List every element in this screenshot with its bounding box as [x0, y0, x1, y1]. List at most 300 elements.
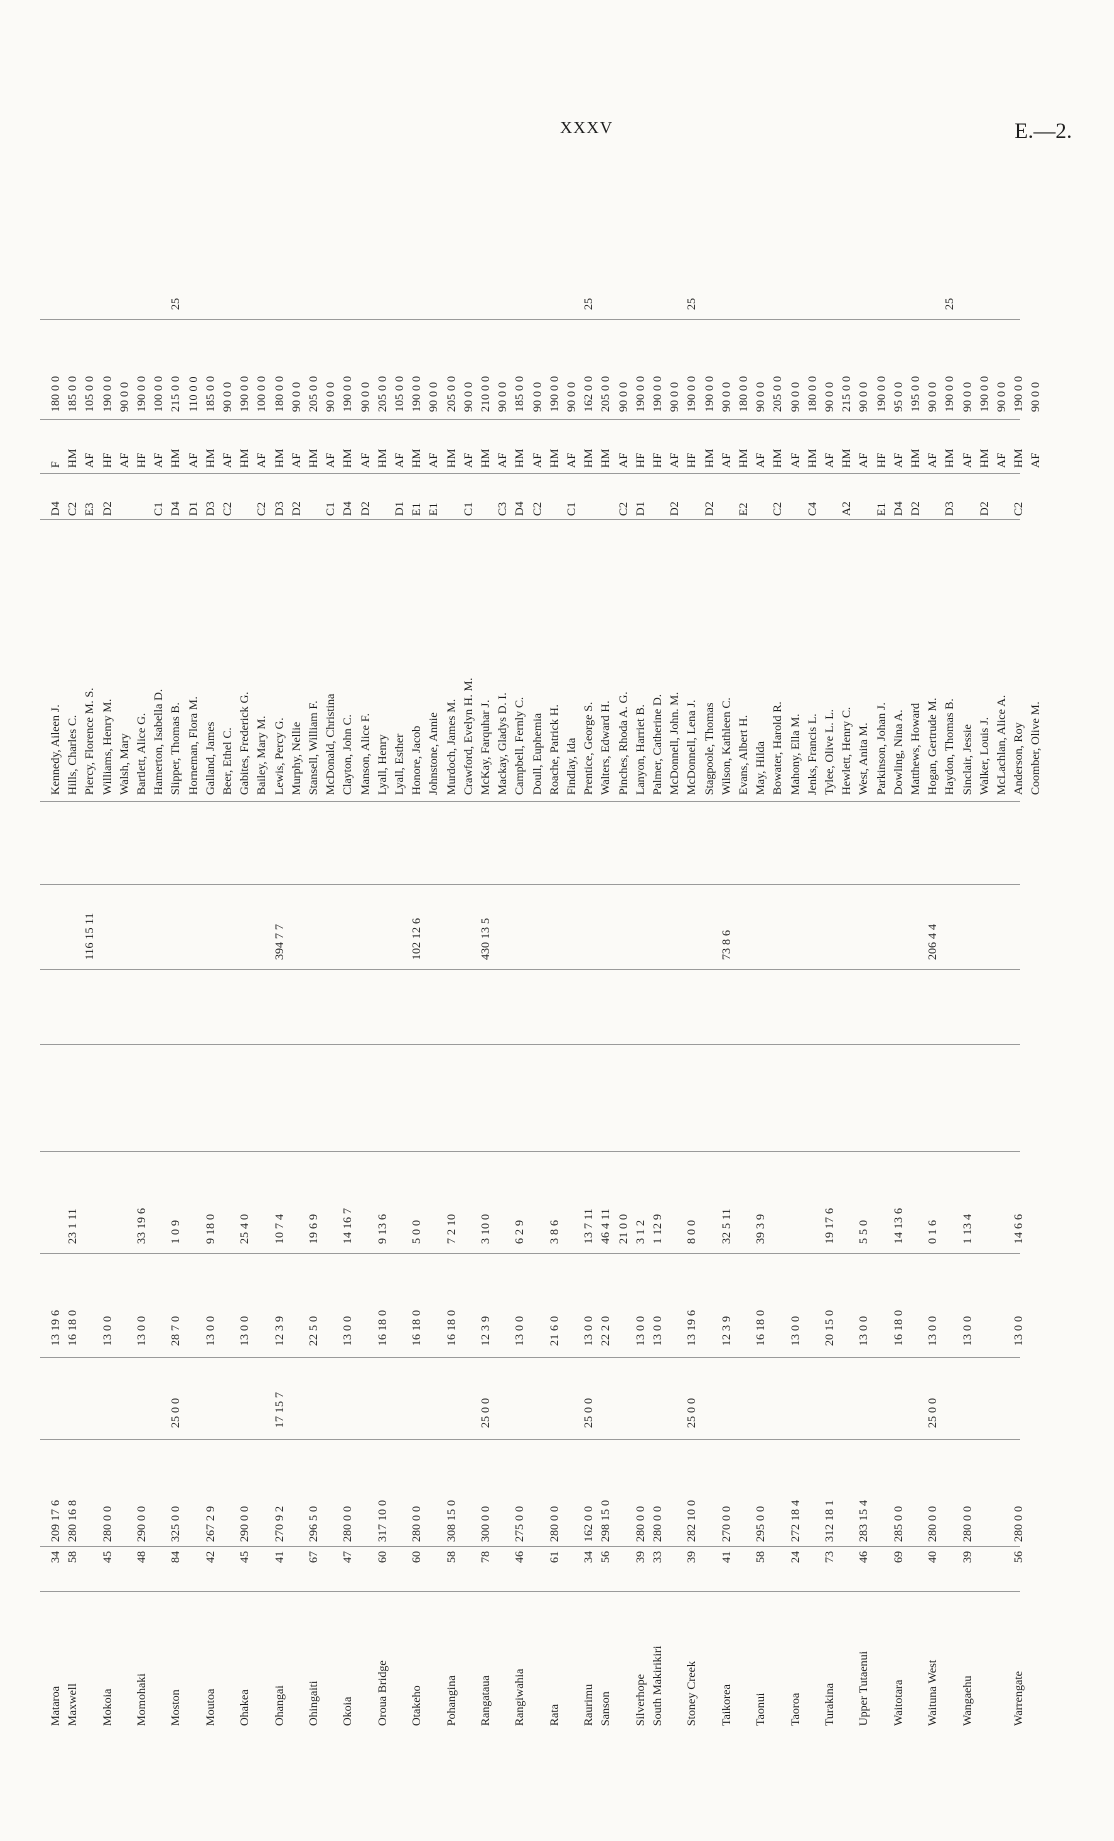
classification [304, 488, 322, 516]
school-name [218, 1606, 236, 1726]
position: HM [546, 448, 561, 468]
teacher-salary: 185 0 0 [65, 376, 80, 412]
salaries [872, 1464, 890, 1542]
average-attendance [803, 1551, 821, 1585]
lodging-allowance [906, 276, 924, 310]
building-total [803, 900, 821, 960]
position: HM [736, 448, 750, 468]
lodging-allowance: 25 [942, 298, 957, 310]
house-allowance [837, 1270, 855, 1346]
table-row [631, 85, 649, 1730]
other-expenditure [98, 1172, 116, 1244]
other-expenditure [872, 1172, 890, 1244]
extra-allowance [700, 1382, 718, 1428]
classification: D2 [701, 501, 716, 516]
house-allowance: 16 18 0 [374, 1310, 389, 1346]
lodging-allowance: 25 [581, 298, 596, 310]
building-total [682, 900, 700, 960]
classification [751, 488, 769, 516]
classification: C2 [65, 501, 80, 516]
position: AF [357, 452, 372, 468]
average-attendance [528, 1551, 546, 1585]
extra-allowance [786, 1382, 804, 1428]
other-expenditure: 19 17 6 [822, 1208, 836, 1244]
building-total: 73 8 6 [718, 930, 733, 960]
teacher-salary: 90 0 0 [615, 382, 630, 412]
salaries: 312 18 1 [822, 1500, 836, 1542]
house-allowance [803, 1270, 821, 1346]
average-attendance [115, 1551, 133, 1585]
average-attendance: 42 [202, 1551, 217, 1563]
house-allowance: 13 0 0 [925, 1316, 940, 1346]
school-name: Moston [168, 1689, 183, 1726]
salaries: 290 0 0 [134, 1506, 148, 1542]
salaries: 275 0 0 [512, 1506, 527, 1542]
building-total [700, 900, 718, 960]
teacher-salary: 90 0 0 [959, 382, 974, 412]
teacher-name: Gabites, Frederick G. [237, 691, 252, 795]
extra-allowance [493, 1382, 511, 1428]
position: HM [168, 448, 183, 468]
lodging-allowance [528, 276, 546, 310]
lodging-allowance [63, 276, 81, 310]
lodging-allowance [252, 276, 270, 310]
extra-allowance [803, 1382, 821, 1428]
building-total [132, 900, 150, 960]
building-total [545, 900, 563, 960]
table-row [46, 85, 64, 1730]
lodging-allowance [1009, 276, 1027, 310]
teacher-salary: 90 0 0 [1028, 382, 1043, 412]
house-allowance [1026, 1270, 1044, 1346]
other-expenditure [786, 1172, 804, 1244]
extra-allowance [872, 1382, 890, 1428]
average-attendance [321, 1551, 339, 1585]
average-attendance: 73 [822, 1551, 836, 1563]
lodging-allowance [648, 276, 666, 310]
salaries: 285 0 0 [890, 1506, 905, 1542]
classification: E2 [736, 502, 750, 516]
classification [820, 488, 838, 516]
position: AF [116, 452, 131, 468]
building-total [218, 900, 236, 960]
lodging-allowance [149, 276, 167, 310]
teacher-name: Johnstone, Annie [426, 712, 441, 795]
teacher-salary: 190 0 0 [134, 376, 148, 412]
table-row [338, 85, 356, 1730]
other-expenditure: 1 13 4 [959, 1214, 974, 1244]
extra-allowance [528, 1382, 546, 1428]
table-row [923, 85, 941, 1730]
salaries: 317 10 0 [374, 1500, 389, 1542]
teacher-salary: 190 0 0 [99, 376, 114, 412]
average-attendance: 60 [374, 1551, 389, 1563]
average-attendance: 58 [443, 1551, 458, 1563]
lodging-allowance [923, 276, 941, 310]
other-expenditure [493, 1172, 511, 1244]
other-expenditure [424, 1172, 442, 1244]
teacher-salary: 90 0 0 [529, 382, 544, 412]
other-expenditure: 5 0 0 [409, 1220, 424, 1244]
position: HM [804, 448, 819, 468]
school-name [992, 1606, 1010, 1726]
salaries [115, 1464, 133, 1542]
table-row [958, 85, 976, 1730]
school-name: Taonui [753, 1692, 768, 1726]
building-total [287, 900, 305, 960]
salaries [252, 1464, 270, 1542]
table-row [304, 85, 322, 1730]
house-allowance [459, 1270, 477, 1346]
classification: C1 [564, 501, 578, 516]
extra-allowance [338, 1382, 356, 1428]
building-total [768, 900, 786, 960]
other-expenditure [149, 1172, 167, 1244]
salaries: 280 0 0 [632, 1506, 647, 1542]
other-expenditure: 6 2 9 [512, 1220, 527, 1244]
other-expenditure: 9 18 0 [202, 1214, 217, 1244]
table-row [751, 85, 769, 1730]
building-total [115, 900, 133, 960]
table-row [803, 85, 821, 1730]
teacher-name: Lyall, Esther [392, 733, 406, 795]
position: AF [667, 452, 682, 468]
salaries: 270 9 2 [271, 1506, 286, 1542]
house-allowance [940, 1270, 958, 1346]
school-staff-table [40, 85, 1043, 1730]
classification: D1 [632, 501, 647, 516]
table-row [80, 85, 98, 1730]
lodging-allowance [201, 276, 219, 310]
lodging-allowance [407, 276, 425, 310]
school-name [493, 1606, 511, 1726]
teacher-salary: 215 0 0 [839, 376, 854, 412]
table-row [424, 85, 442, 1730]
average-attendance [992, 1551, 1010, 1585]
teacher-salary: 90 0 0 [357, 382, 372, 412]
extra-allowance [235, 1382, 253, 1428]
report-reference: E.—2. [1014, 118, 1072, 143]
position: AF [323, 452, 338, 468]
position: AF [426, 452, 441, 468]
teacher-salary: 205 0 0 [770, 376, 785, 412]
position: HM [581, 448, 596, 468]
position: HF [632, 452, 647, 468]
other-expenditure [837, 1172, 855, 1244]
average-attendance [356, 1551, 374, 1585]
lodging-allowance [958, 276, 976, 310]
teacher-salary: 190 0 0 [237, 376, 252, 412]
salaries [734, 1464, 752, 1542]
salaries [992, 1464, 1010, 1542]
other-expenditure [1026, 1172, 1044, 1244]
classification: C2 [770, 501, 785, 516]
table-row [854, 85, 872, 1730]
building-total [734, 900, 752, 960]
classification: E1 [873, 502, 888, 516]
building-total [459, 900, 477, 960]
position: HF [650, 452, 664, 468]
building-total: 206 4 4 [925, 924, 940, 960]
table-row [562, 85, 580, 1730]
classification: E1 [426, 502, 441, 516]
position: HM [443, 448, 458, 468]
teacher-name: Findlay, Ida [564, 737, 578, 795]
teacher-salary: 100 0 0 [151, 376, 166, 412]
teacher-salary: 90 0 0 [822, 382, 836, 412]
table-row [510, 85, 528, 1730]
house-allowance [184, 1270, 202, 1346]
classification [958, 488, 976, 516]
salaries [493, 1464, 511, 1542]
classification: A2 [839, 501, 854, 516]
classification [992, 488, 1010, 516]
table-row [442, 85, 460, 1730]
other-expenditure: 9 13 6 [374, 1214, 389, 1244]
teacher-name: Prentice, George S. [581, 701, 596, 795]
teacher-name: Kennedy, Aileen J. [48, 704, 62, 795]
teacher-salary: 90 0 0 [753, 382, 768, 412]
house-allowance: 13 0 0 [632, 1316, 647, 1346]
lodging-allowance [424, 276, 442, 310]
classification: C2 [529, 501, 544, 516]
building-total [321, 900, 339, 960]
teacher-name: Pinches, Rhoda A. G. [615, 691, 630, 795]
salaries [837, 1464, 855, 1542]
school-name [975, 1606, 993, 1726]
position: AF [151, 452, 166, 468]
teacher-salary: 90 0 0 [718, 382, 733, 412]
table-row [872, 85, 890, 1730]
school-name [906, 1606, 924, 1726]
average-attendance: 39 [959, 1551, 974, 1563]
lodging-allowance [803, 276, 821, 310]
other-expenditure [46, 1172, 64, 1244]
lodging-allowance [270, 276, 288, 310]
house-allowance [872, 1270, 890, 1346]
table-row [545, 85, 563, 1730]
table-row [235, 85, 253, 1730]
teacher-salary: 185 0 0 [512, 376, 527, 412]
other-expenditure: 8 0 0 [684, 1220, 699, 1244]
house-allowance: 21 6 0 [546, 1316, 561, 1346]
position: AF [753, 452, 768, 468]
teacher-name: Lanyon, Harriet B. [632, 704, 647, 795]
house-allowance [992, 1270, 1010, 1346]
building-total [166, 900, 184, 960]
average-attendance [424, 1551, 442, 1585]
other-expenditure [252, 1172, 270, 1244]
school-name: Waitotara [890, 1679, 905, 1726]
extra-allowance [80, 1382, 98, 1428]
teacher-salary: 90 0 0 [323, 382, 338, 412]
teacher-name: Walker, Louis J. [976, 717, 991, 795]
school-name: Silverhope [632, 1674, 647, 1726]
school-name: Rangiwahia [512, 1668, 527, 1726]
teacher-salary: 90 0 0 [787, 382, 802, 412]
house-allowance [287, 1270, 305, 1346]
extra-allowance [648, 1382, 666, 1428]
teacher-name: Wilson, Kathleen C. [718, 697, 733, 795]
other-expenditure: 19 6 9 [306, 1214, 320, 1244]
school-name: Warrengate [1011, 1671, 1026, 1726]
extra-allowance [562, 1382, 580, 1428]
school-name: South Makirikiri [650, 1645, 664, 1726]
classification: D2 [667, 501, 682, 516]
page-number: XXXV [560, 118, 614, 137]
table-row [975, 85, 993, 1730]
school-name: Wangaehu [959, 1675, 974, 1726]
teacher-name: Tylee, Olive L. L. [822, 709, 836, 795]
school-name [459, 1606, 477, 1726]
position: HM [701, 448, 716, 468]
classification [235, 488, 253, 516]
lodging-allowance [631, 276, 649, 310]
table-row [201, 85, 219, 1730]
table-row [614, 85, 632, 1730]
extra-allowance [98, 1382, 116, 1428]
table-row [166, 85, 184, 1730]
house-allowance [493, 1270, 511, 1346]
average-attendance [614, 1551, 632, 1585]
average-attendance [149, 1551, 167, 1585]
house-allowance: 13 19 6 [48, 1310, 62, 1346]
salaries: 283 15 4 [856, 1500, 871, 1542]
average-attendance: 33 [650, 1551, 664, 1563]
lodging-allowance [700, 276, 718, 310]
other-expenditure: 25 4 0 [237, 1214, 252, 1244]
salaries [149, 1464, 167, 1542]
house-allowance: 13 0 0 [959, 1316, 974, 1346]
school-name: Mokoia [99, 1688, 114, 1726]
teacher-salary: 90 0 0 [667, 382, 682, 412]
school-name [872, 1606, 890, 1726]
other-expenditure: 32 5 11 [718, 1208, 733, 1244]
school-name [614, 1606, 632, 1726]
teacher-salary: 100 0 0 [254, 376, 269, 412]
lodging-allowance [287, 276, 305, 310]
salaries [528, 1464, 546, 1542]
position: AF [787, 452, 802, 468]
house-allowance [528, 1270, 546, 1346]
table-row [889, 85, 907, 1730]
building-total: 102 12 6 [409, 918, 424, 960]
average-attendance: 39 [684, 1551, 699, 1563]
other-expenditure [184, 1172, 202, 1244]
school-name [940, 1606, 958, 1726]
house-allowance: 22 2 0 [598, 1316, 613, 1346]
classification [854, 488, 872, 516]
classification: E3 [82, 502, 97, 516]
lodging-allowance [786, 276, 804, 310]
house-allowance [700, 1270, 718, 1346]
house-allowance [115, 1270, 133, 1346]
classification [1026, 488, 1044, 516]
teacher-salary: 190 0 0 [684, 376, 699, 412]
house-allowance: 13 0 0 [650, 1316, 664, 1346]
position: AF [994, 452, 1008, 468]
table-row [717, 85, 735, 1730]
school-name: Okoia [340, 1696, 355, 1726]
teacher-name: Palmer, Catherine D. [650, 694, 664, 795]
extra-allowance [424, 1382, 442, 1428]
building-total [940, 900, 958, 960]
teacher-name: May, Hilda [753, 741, 768, 795]
salaries: 280 0 0 [959, 1506, 974, 1542]
average-attendance: 84 [168, 1551, 183, 1563]
lodging-allowance [493, 276, 511, 310]
extra-allowance [545, 1382, 563, 1428]
lodging-allowance [115, 276, 133, 310]
teacher-name: Manson, Alice F. [357, 713, 372, 795]
position: AF [822, 452, 836, 468]
building-total [854, 900, 872, 960]
teacher-name: Hewlett, Henry C. [839, 707, 854, 795]
extra-allowance [751, 1382, 769, 1428]
position: AF [959, 452, 974, 468]
school-name [562, 1606, 580, 1726]
other-expenditure [321, 1172, 339, 1244]
classification: E1 [409, 502, 424, 516]
teacher-salary: 90 0 0 [426, 382, 441, 412]
other-expenditure: 3 10 0 [478, 1214, 492, 1244]
average-attendance [493, 1551, 511, 1585]
teacher-salary: 110 0 0 [185, 376, 200, 412]
building-total [751, 900, 769, 960]
teacher-salary: 90 0 0 [564, 382, 578, 412]
teacher-salary: 195 0 0 [908, 376, 922, 412]
table-row [837, 85, 855, 1730]
school-name: Moutoa [202, 1688, 217, 1726]
extra-allowance: 25 0 0 [581, 1398, 596, 1428]
position: AF [185, 452, 200, 468]
classification: D2 [288, 501, 303, 516]
teacher-salary: 180 0 0 [48, 376, 62, 412]
teacher-salary: 90 0 0 [460, 382, 475, 412]
salaries: 296 5 0 [306, 1506, 320, 1542]
lodging-allowance [390, 276, 408, 310]
classification: D3 [271, 501, 286, 516]
teacher-salary: 210 0 0 [478, 376, 492, 412]
extra-allowance [614, 1382, 632, 1428]
extra-allowance [442, 1382, 460, 1428]
position: HM [598, 448, 613, 468]
teacher-salary: 190 0 0 [546, 376, 561, 412]
building-total [786, 900, 804, 960]
house-allowance: 13 0 0 [856, 1316, 871, 1346]
school-name [321, 1606, 339, 1726]
table-row [682, 85, 700, 1730]
extra-allowance: 25 0 0 [168, 1398, 183, 1428]
extra-allowance [252, 1382, 270, 1428]
school-name: Maxwell [65, 1683, 80, 1726]
average-attendance [700, 1551, 718, 1585]
salaries [700, 1464, 718, 1542]
teacher-name: McDonald, Christina [323, 693, 338, 795]
teacher-name: Williams, Henry M. [99, 698, 114, 795]
school-name: Taikorea [718, 1684, 733, 1726]
salaries [940, 1464, 958, 1542]
building-total [1026, 900, 1044, 960]
building-total [338, 900, 356, 960]
salaries [768, 1464, 786, 1542]
teacher-name: Murphy, Nellie [288, 721, 303, 795]
other-expenditure [218, 1172, 236, 1244]
classification: D2 [357, 501, 372, 516]
salaries [356, 1464, 374, 1542]
position: HF [134, 452, 148, 468]
teacher-name: Piercy, Florence M. S. [82, 687, 97, 795]
